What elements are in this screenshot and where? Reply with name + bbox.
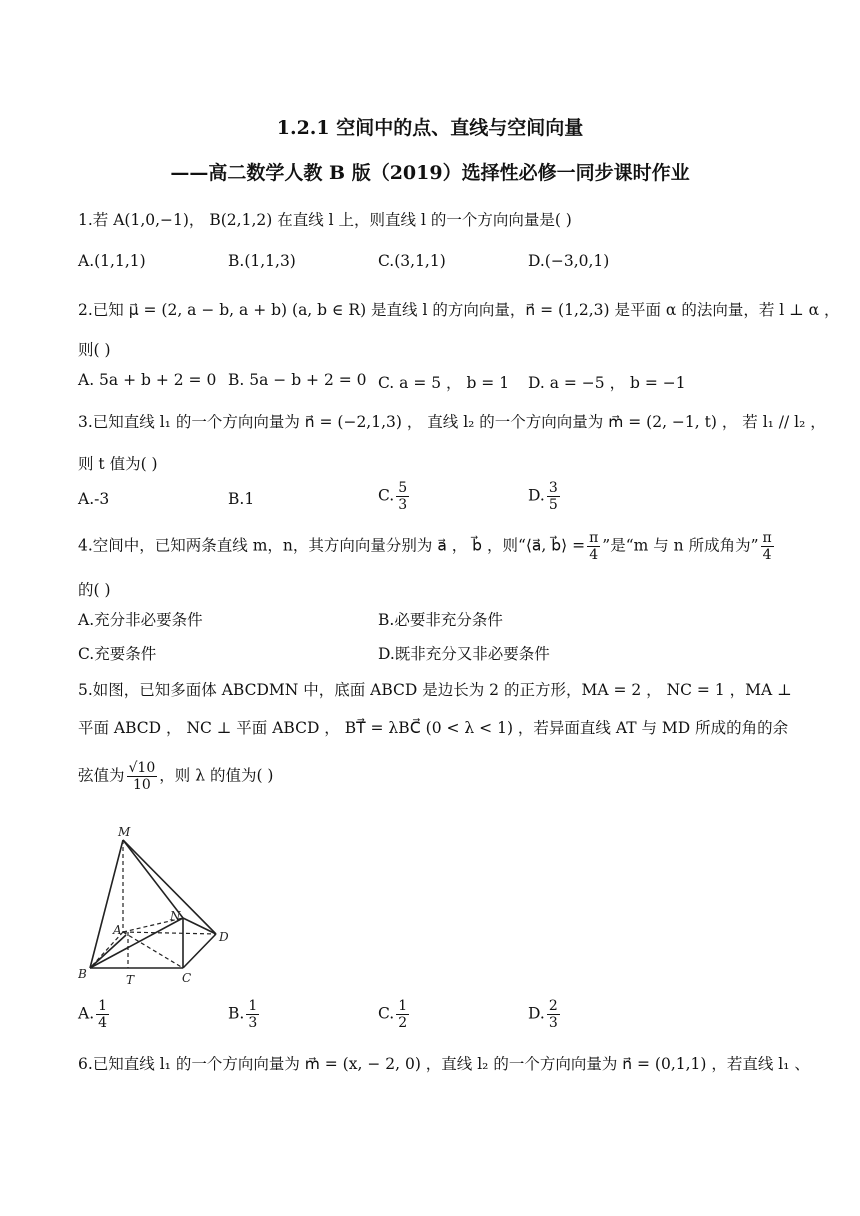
question-4-option-d: D.既非充分又非必要条件: [378, 645, 550, 663]
figure-label-a: A: [113, 923, 122, 937]
question-4-stem-cont: 的( ): [78, 581, 111, 599]
question-3-option-c: [378, 480, 411, 513]
question-4-option-c: C.充要条件: [78, 645, 157, 663]
question-1-option-d: D.(−3,0,1): [528, 252, 610, 270]
question-5-stem: 5.如图，已知多面体 ABCDMN 中，底面 ABCD 是边长为 2 的正方形，MA = 2 ， NC = 1 ，MA ⊥: [78, 681, 792, 699]
figure-label-n: N: [170, 909, 181, 923]
question-5-stem-cont-2: [78, 760, 273, 793]
question-4-option-b: B.必要非充分条件: [378, 611, 503, 629]
question-4-pi-over-4-b: $\frac{\pi}{4}$: [762, 530, 772, 563]
question-1-option-b: B.(1,1,3): [228, 252, 296, 270]
question-3-option-b: B.1: [228, 490, 255, 508]
question-4-stem: [78, 530, 776, 563]
question-2-stem: 2.已知 μ⃗ = (2, a − b, a + b) (a, b ∈ R) 是直线 l 的方向向量，n⃗ = (1,2,3) 是平面 α 的法向量，若 l ⊥ α ，: [78, 301, 840, 319]
question-5-stem-part-b: ，则 λ 的值为( ): [159, 766, 274, 785]
question-5-option-d-fraction: $\frac{2}{3}$: [548, 998, 558, 1031]
document-subtitle: ——高二数学人教 B 版（2019）选择性必修一同步课时作业: [170, 162, 690, 184]
question-1-option-a: A.(1,1,1): [78, 252, 146, 270]
question-2-stem-cont: 则( ): [78, 341, 111, 359]
question-3-option-d-label: D.: [528, 486, 545, 505]
question-5-option-a: A. $\frac{1}{4}$: [78, 998, 108, 1031]
question-1-stem: 1.若 A(1,0,−1)， B(2,1,2) 在直线 l 上，则直线 l 的一个方向向量是( ): [78, 211, 572, 229]
question-5-stem-part-a: 弦值为: [78, 766, 125, 785]
question-3-option-c-label: C.: [378, 486, 395, 505]
question-6-stem: 6.已知直线 l₁ 的一个方向向量为 m⃗ = (x, − 2, 0) ，直线 l₂ 的一个方向向量为 n⃗ = (0,1,1) ，若直线 l₁ 、: [78, 1055, 810, 1073]
question-5-option-a-fraction: $\frac{1}{4}$: [98, 998, 108, 1031]
question-3-option-a: A.-3: [78, 490, 110, 508]
question-3-stem-cont: 则 t 值为( ): [78, 455, 158, 473]
question-5-sqrt10-over-10: $\frac{√10}{10}$: [128, 760, 156, 793]
question-5-stem-cont: 平面 ABCD ， NC ⊥ 平面 ABCD ， BT⃗ = λBC⃗ (0 < λ < 1) ，若异面直线 AT 与 MD 所成的角的余: [78, 719, 789, 737]
question-4-stem-part-a: 4.空间中，已知两条直线 m，n，其方向向量分别为 a⃗ ， b⃗ ，则“⟨a⃗, b⃗⟩ =: [78, 536, 586, 555]
question-3-option-d: [528, 480, 562, 513]
question-5-option-c-fraction: $\frac{1}{2}$: [398, 998, 408, 1031]
question-5-option-c: C. $\frac{1}{2}$: [378, 998, 408, 1031]
question-5-option-b: B. $\frac{1}{3}$: [228, 998, 258, 1031]
question-2-option-a: A. 5a + b + 2 = 0: [78, 371, 217, 389]
question-4-pi-over-4-a: $\frac{\pi}{4}$: [589, 530, 599, 563]
question-4-option-a: A.充分非必要条件: [78, 611, 203, 629]
question-5-option-b-fraction: $\frac{1}{3}$: [248, 998, 258, 1031]
question-1-option-c: C.(3,1,1): [378, 252, 446, 270]
question-4-stem-part-b: ”是“m 与 n 所成角为”: [602, 536, 759, 555]
figure-label-d: D: [219, 930, 229, 944]
question-3-option-c-fraction: $\frac{5}{3}$: [398, 480, 408, 513]
question-2-option-d: D. a = −5 ， b = −1: [528, 374, 686, 392]
question-2-option-c: C. a = 5 ， b = 1: [378, 374, 510, 392]
question-2-option-b: B. 5a − b + 2 = 0: [228, 371, 367, 389]
figure-label-b: B: [78, 967, 87, 981]
question-3-option-d-fraction: $\frac{3}{5}$: [548, 480, 558, 513]
document-title: 1.2.1 空间中的点、直线与空间向量: [276, 117, 584, 139]
figure-label-m: M: [118, 825, 131, 839]
question-5-option-d: D. $\frac{2}{3}$: [528, 998, 558, 1031]
figure-label-t: T: [126, 973, 135, 987]
figure-label-c: C: [182, 971, 192, 985]
question-3-stem: 3.已知直线 l₁ 的一个方向向量为 n⃗ = (−2,1,3) ， 直线 l₂ 的一个方向向量为 m⃗ = (2, −1, t) ， 若 l₁ // l₂ ，: [78, 413, 826, 431]
polyhedron-figure: [78, 820, 248, 990]
